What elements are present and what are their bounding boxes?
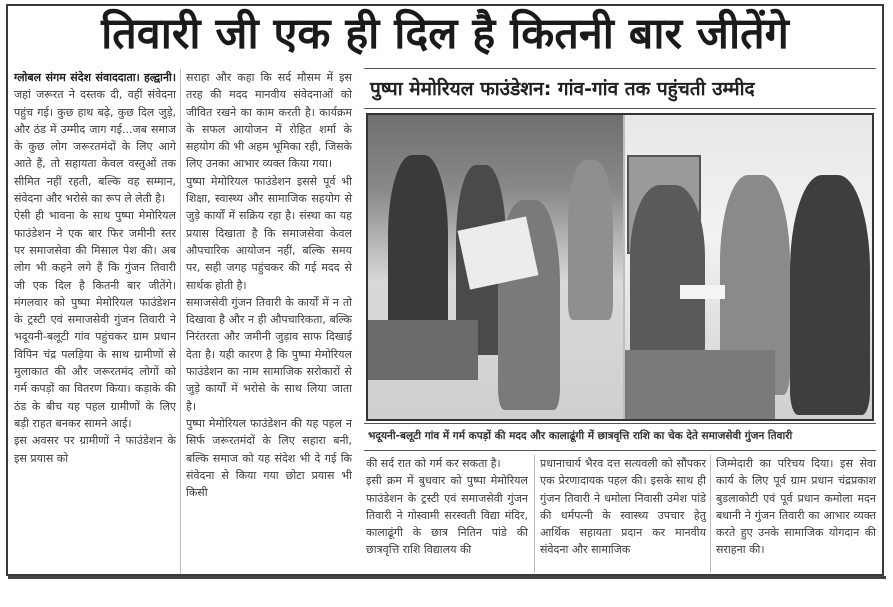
table — [368, 320, 478, 380]
photo-scholarship-cheque — [625, 115, 874, 419]
person-figure — [568, 160, 613, 320]
person-figure — [630, 185, 705, 365]
rule — [364, 68, 876, 69]
paragraph-text: जहां जरूरत ने दस्तक दी, वहीं संवेदना पहुंच गई। कुछ हाथ बढ़े, कुछ दिल जुड़े, और ठंड में उम्मीद जाग गई...जब समाज के कुछ लोग जरूरतमंदों के लिए आगे आते हैं, तो सहायता केवल वस्तुओं तक सीमित नहीं रहती, बल्कि वह सम्मान, संवेदना और भरोसे का रूप ले लेती है। — [14, 88, 176, 206]
desk — [625, 350, 775, 420]
subheadline: पुष्पा मेमोरियल फाउंडेशन: गांव-गांव तक पहुंचती उम्मीद — [370, 78, 755, 100]
cheque — [680, 285, 725, 299]
rule — [364, 108, 876, 109]
person-figure — [790, 175, 870, 415]
paragraph: ऐसी ही भावना के साथ पुष्पा मेमोरियल फाउंडेशन ने एक बार फिर जमीनी स्तर पर समाजसेवा की मिसाल पेश की। अब लोग भी कहने लगे हैं कि गुंजन तिवारी जी एक दिल है कितनी बार जीतेंगे। मंगलवार को पुष्पा मेमोरियल फाउंडेशन के ट्रस्टी एवं समाजसेवी गुंजन तिवारी ने भदूयनी-बलूटी गांव पहुंचकर ग्राम प्रधान विपिन चंद्र पलड़िया के साथ ग्रामीणों से मुलाकात की और जरूरतमंद लोगों को गर्म कपड़ों का वितरण किया। कड़ाके की ठंड के बीच यह पहल ग्रामीणों के लिए बड़ी राहत बनकर सामने आई। — [14, 209, 176, 430]
rule — [364, 423, 876, 424]
article-column-4 — [540, 455, 706, 559]
rule — [364, 450, 876, 451]
paragraph: जिम्मेदारी का परिचय दिया। इस सेवा कार्य के लिए पूर्व ग्राम प्रधान चंद्रप्रकाश बुडलाकोटी एवं पूर्व प्रधान कमोला मदन बधानी ने गुंजन तिवारी का आभार व्यक्त करते हुए उनके सामाजिक योगदान की सराहना की। — [716, 457, 876, 557]
column-divider — [180, 69, 181, 574]
paragraph: की सर्द रात को गर्म कर सकता है। — [366, 457, 501, 470]
paragraph: इसी क्रम में बुधवार को पुष्पा मेमोरियल फाउंडेशन के ट्रस्टी एवं समाजसेवी गुंजन तिवारी ने गोस्वामी सरस्वती विद्या मंदिर, कालाढूंगी के छात्र नितिन पांडे की छात्रवृत्ति राशि विद्यालय की — [366, 474, 528, 557]
article-column-3 — [366, 455, 528, 559]
photo-caption-box — [364, 423, 876, 451]
paragraph: प्रधानाचार्य भैरव दत्त सत्यवली को सौंपकर एक प्रेरणादायक पहल की। इसके साथ ही गुंजन तिवारी ने धमोला निवासी उमेश पांडे की धर्मपत्नी के स्वास्थ्य उपचार हेतु आर्थिक सहायता प्रदान कर मानवीय संवेदना और सामाजिक — [540, 457, 706, 557]
column-divider — [710, 455, 711, 573]
photo-clothes-distribution — [368, 115, 623, 419]
article-column-2 — [186, 69, 352, 501]
article-column-1 — [14, 69, 176, 467]
paragraph: पुष्पा मेमोरियल फाउंडेशन की यह पहल न सिर्फ जरूरतमंदों के लिए सहारा बनी, बल्कि समाज को यह संदेश भी दे गई कि संवेदना से किया गया छोटा प्रयास भी किसी — [186, 416, 352, 500]
paragraph: सराहा और कहा कि सर्द मौसम में इस तरह की मदद मानवीय संवेदनाओं को जीवित रखने का काम करती है। कार्यक्रम के सफल आयोजन में रोहित शर्मा के सहयोग की भी अहम भूमिका रही, जिसके लिए उनका आभार व्यक्त किया गया। — [186, 71, 352, 171]
news-photo — [366, 113, 874, 421]
dateline: हल्द्वानी। — [143, 71, 177, 84]
paragraph — [14, 69, 176, 207]
article-column-5 — [716, 455, 876, 559]
frame-shadow — [8, 576, 886, 579]
column-divider — [534, 455, 535, 573]
paragraph: समाजसेवी गुंजन तिवारी के कार्यों में न तो दिखावा है और न ही औपचारिकता, बल्कि निरंतरता और जमीनी जुड़ाव साफ दिखाई देता है। यही कारण है कि पुष्पा मेमोरियल फाउंडेशन का नाम सामाजिक सरोकारों से जुड़े कार्यों में भरोसे के साथ लिया जाता है। — [186, 295, 352, 413]
subheadline-box — [364, 68, 876, 110]
photo-caption: भदूयनी-बलूटी गांव में गर्म कपड़ों की मदद और कालाढूंगी में छात्रवृत्ति राशि का चेक देते समाजसेवी गुंजन तिवारी — [368, 430, 793, 442]
byline: ग्लोबल संगम संदेश संवाददाता। — [14, 71, 140, 84]
paragraph: पुष्पा मेमोरियल फाउंडेशन इससे पूर्व भी शिक्षा, स्वास्थ्य और सामाजिक सहयोग से जुड़े कार्यों में सक्रिय रहा है। संस्था का यह प्रयास दिखाता है कि समाजसेवा केवल औपचारिक आयोजन नहीं, बल्कि समय पर, सही जगह पहुंचकर की गई मदद से सार्थक होती है। — [186, 174, 352, 292]
paragraph: इस अवसर पर ग्रामीणों ने फाउंडेशन के इस प्रयास को — [14, 434, 176, 465]
headline: तिवारी जी एक ही दिल है कितनी बार जीतेंगे — [101, 9, 789, 59]
